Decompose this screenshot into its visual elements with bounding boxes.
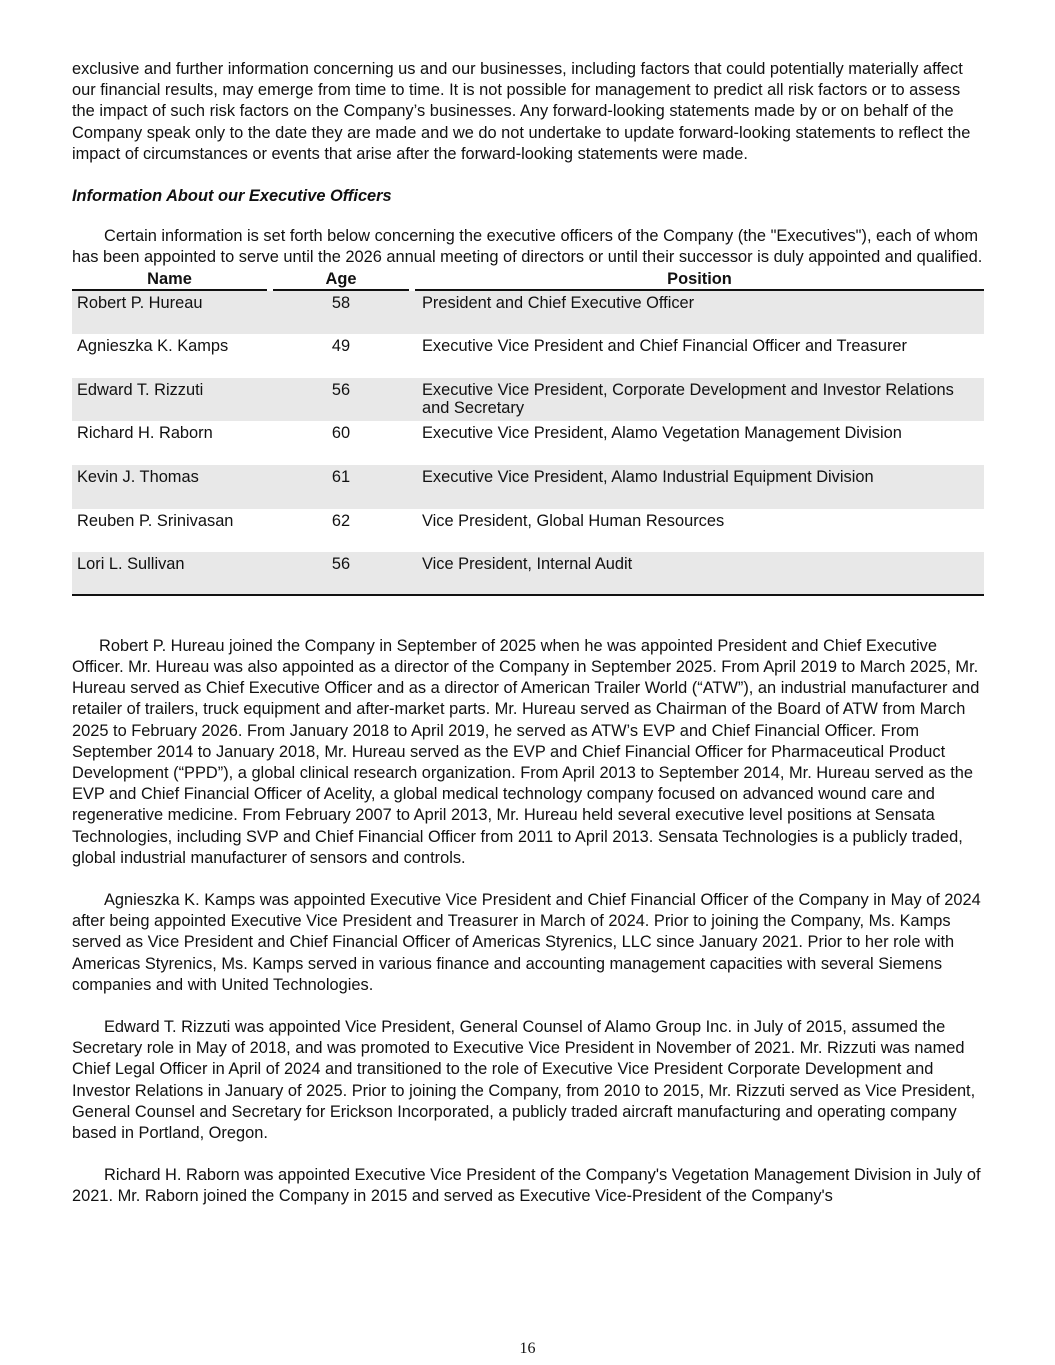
table-row bbox=[72, 552, 984, 596]
header-position: Position bbox=[412, 269, 984, 291]
cell-position: Executive Vice President, Alamo Vegetation Management Division bbox=[422, 424, 902, 443]
intro-paragraph: exclusive and further information concerning us and our businesses, including factors that could potentially materially affect our financial results, may emerge from time to time. It is not possible for management to predict all risk factors or to assess the impact of such risk factors on the Company’s businesses. Any forward-looking statements made by or on behalf of the Company speak only to the date they are made and we do not undertake to update forward-looking statements to reflect the impact of circumstances or events that arise after the forward-looking statements were made. bbox=[72, 60, 971, 163]
cell-age: 56 bbox=[270, 378, 412, 422]
cell-age: 62 bbox=[331, 511, 351, 530]
table-header-row bbox=[72, 269, 984, 291]
cell-position: Vice President, Internal Audit bbox=[412, 552, 984, 596]
bio-paragraph-raborn: Richard H. Raborn was appointed Executive Vice President of the Company's Vegetation Management Division in July of 2021. Mr. Raborn joined the Company in 2015 and served as Executive Vice-President of the Company's bbox=[72, 1166, 981, 1206]
page-number: 16 bbox=[519, 1340, 536, 1357]
cell-position: Executive Vice President, Corporate Development and Investor Relations and Secretary bbox=[412, 378, 984, 422]
cell-name: Kevin J. Thomas bbox=[72, 465, 270, 509]
header-age: Age bbox=[270, 269, 412, 291]
table-row bbox=[72, 334, 984, 378]
cell-name: Edward T. Rizzuti bbox=[72, 378, 270, 422]
bio-paragraph-kamps: Agnieszka K. Kamps was appointed Executive Vice President and Chief Financial Officer of the Company in May of 2024 after being appointed Executive Vice President and Treasurer in March of 2024. Prior to joining the Company, Ms. Kamps served as Vice President and Chief Financial Officer of Americas Styrenics, LLC since January 2021. Prior to her role with Americas Styrenics, Ms. Kamps served in various finance and accounting management capacities with several Siemens companies and with United Technologies. bbox=[72, 891, 981, 994]
bio-paragraph-hureau: Robert P. Hureau joined the Company in September of 2025 when he was appointed President and Chief Executive Officer. Mr. Hureau was also appointed as a director of the Company in September 2025. From April 2019 to March 2025, Mr. Hureau served as Chief Executive Officer and as a director of American Trailer World (“ATW”), an industrial manufacturer and retailer of trailers, truck equipment and after-market parts. Mr. Hureau served as Chairman of the Board of ATW from March 2025 to February 2026. From January 2018 to April 2019, he served as ATW’s EVP and Chief Financial Officer. From September 2014 to January 2018, Mr. Hureau served as the EVP and Chief Financial Officer for Pharmaceutical Product Development (“PPD”), a global clinical research organization. From April 2013 to September 2014, Mr. Hureau served as the EVP and Chief Financial Officer of Acelity, a global medical technology company focused on advanced wound care and regenerative medicine. From February 2007 to April 2013, Mr. Hureau held several executive level positions at Sensata Technologies, including SVP and Chief Financial Officer from 2011 to April 2013. Sensata Technologies is a publicly traded, global industrial manufacturer of sensors and controls. bbox=[72, 636, 980, 867]
cell-age: 60 bbox=[331, 424, 351, 443]
document-page bbox=[72, 59, 984, 1208]
cell-name: Lori L. Sullivan bbox=[72, 552, 270, 596]
cell-name: Reuben P. Srinivasan bbox=[77, 511, 234, 530]
section-lead-paragraph: Certain information is set forth below concerning the executive officers of the Company (the "Executives"), each of whom has been appointed to serve until the 2026 annual meeting of directors or until their successor is duly appointed and qualified. bbox=[72, 227, 983, 267]
table-row bbox=[72, 378, 984, 422]
executive-officers-table bbox=[72, 269, 984, 596]
cell-age: 49 bbox=[331, 337, 351, 356]
cell-position: Vice President, Global Human Resources bbox=[422, 511, 725, 530]
cell-name: Richard H. Raborn bbox=[77, 424, 213, 443]
section-heading: Information About our Executive Officers bbox=[72, 187, 392, 206]
table-row bbox=[72, 421, 984, 465]
cell-position: President and Chief Executive Officer bbox=[412, 291, 984, 335]
table-row bbox=[72, 509, 984, 553]
bio-paragraph-rizzuti: Edward T. Rizzuti was appointed Vice President, General Counsel of Alamo Group Inc. in July of 2015, assumed the Secretary role in May of 2018, and was promoted to Executive Vice President in November of 2021. Mr. Rizzuti was named Chief Legal Officer in April of 2024 and transitioned to the role of Executive Vice President Corporate Development and Investor Relations in January of 2025. Prior to joining the Company, from 2010 to 2015, Mr. Rizzuti served as Vice President, General Counsel and Secretary for Erickson Incorporated, a publicly traded aircraft manufacturing and operating company based in Portland, Oregon. bbox=[72, 1018, 976, 1143]
cell-position: Executive Vice President and Chief Financial Officer and Treasurer bbox=[422, 337, 907, 356]
table-row bbox=[72, 291, 984, 335]
cell-age: 58 bbox=[270, 291, 412, 335]
cell-age: 56 bbox=[270, 552, 412, 596]
cell-name: Robert P. Hureau bbox=[72, 291, 270, 335]
cell-name: Agnieszka K. Kamps bbox=[77, 337, 229, 356]
cell-position: Executive Vice President, Alamo Industrial Equipment Division bbox=[412, 465, 984, 509]
cell-age: 61 bbox=[270, 465, 412, 509]
table-row bbox=[72, 465, 984, 509]
header-name: Name bbox=[72, 269, 270, 291]
